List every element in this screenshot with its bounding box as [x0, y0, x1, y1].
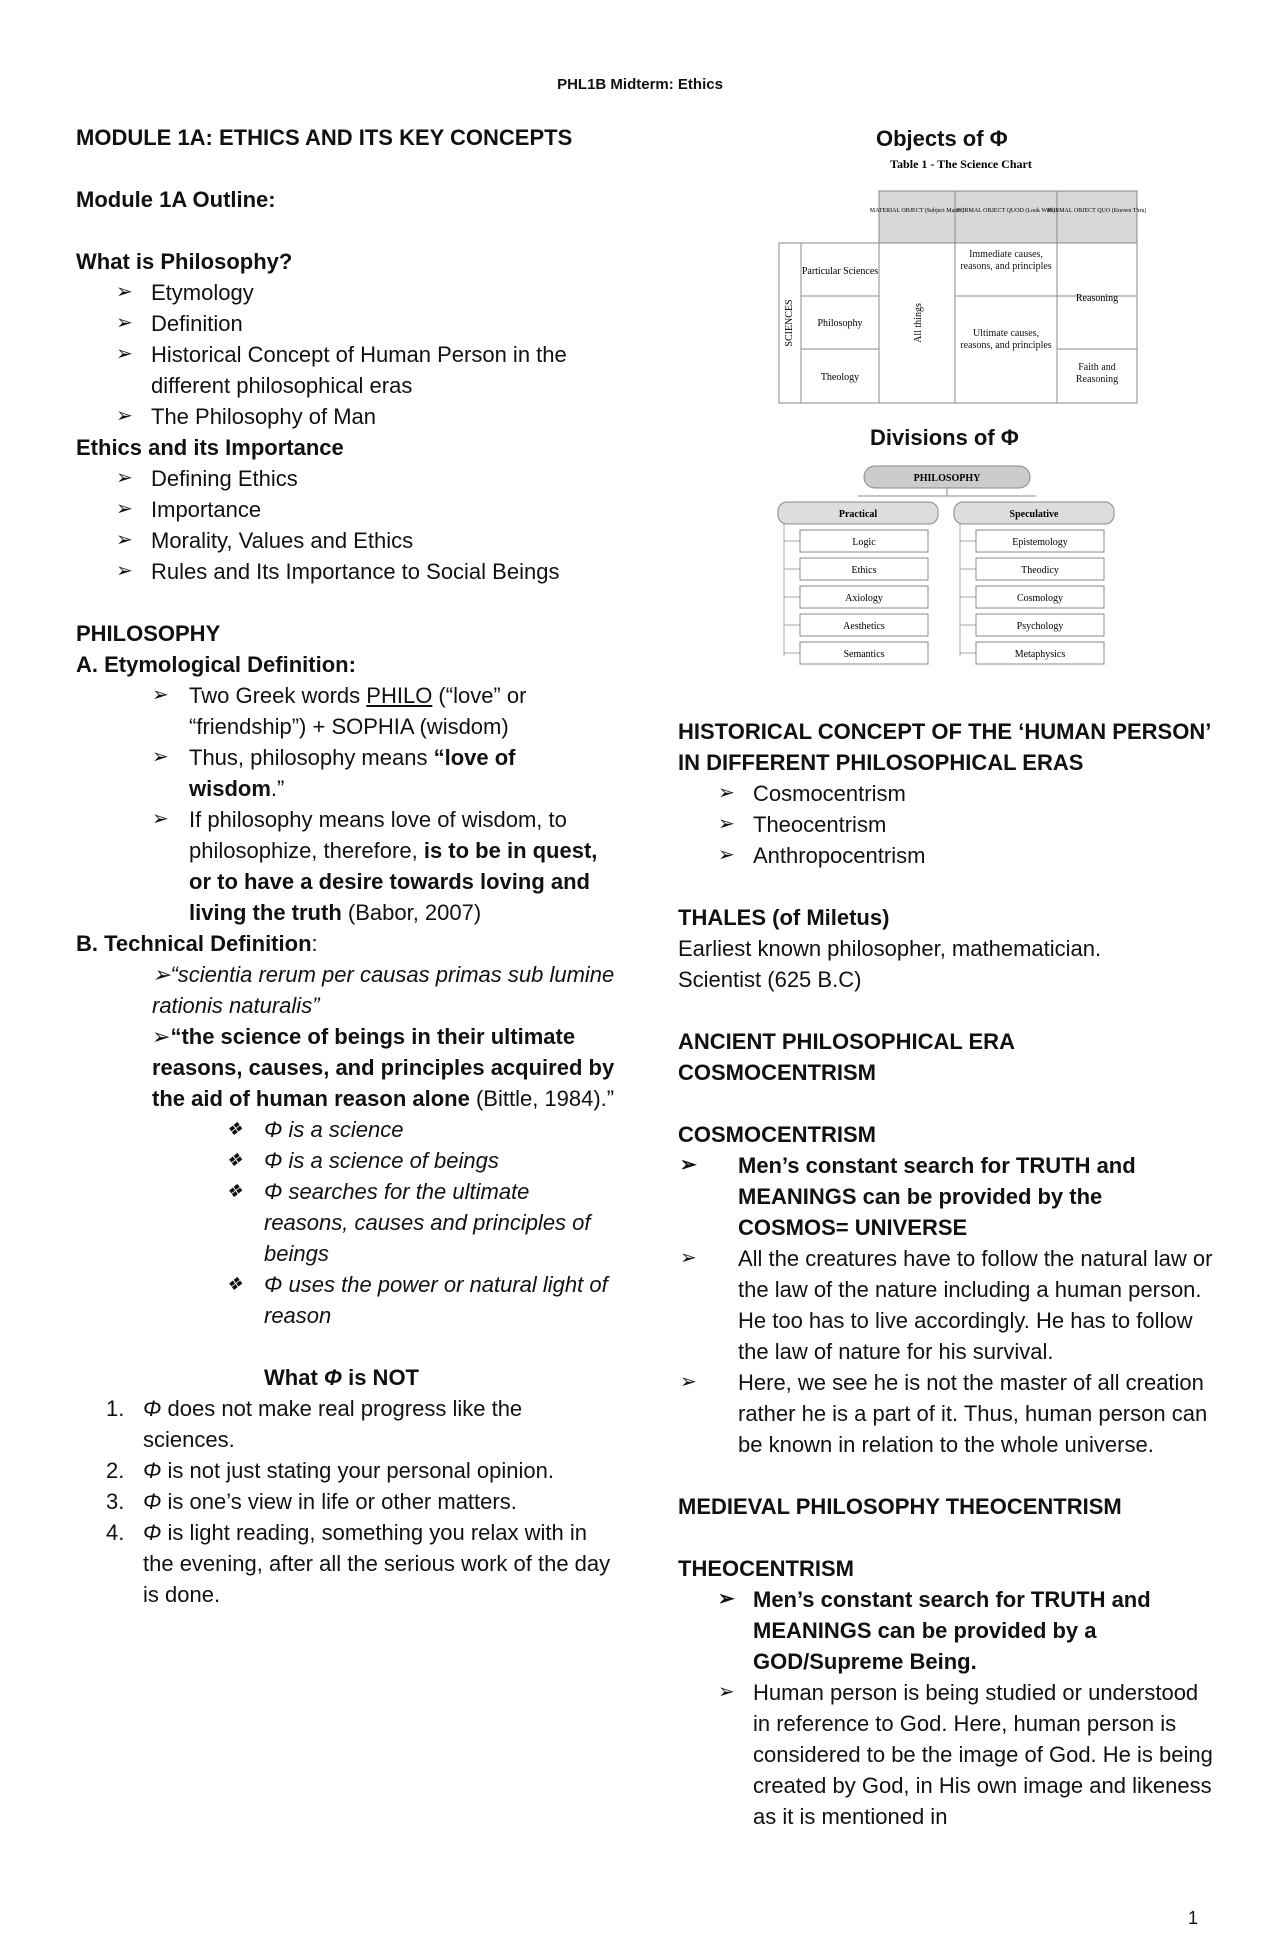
theocentrism-list [678, 1584, 1218, 1832]
etymological-heading: A. Etymological Definition: [76, 652, 356, 677]
list-item: ➢ Definition [76, 308, 616, 339]
list-item: ❖ Φ searches for the ultimate reasons, causes and principles of beings [76, 1176, 616, 1269]
root-node: PHILOSOPHY [913, 473, 981, 484]
list-item: ➢ Men’s constant search for TRUTH and MEANINGS can be provided by a GOD/Supreme Being. [678, 1584, 1218, 1677]
list-item: ➢ Theocentrism [678, 809, 1218, 840]
list-item: ➢ Anthropocentrism [678, 840, 1218, 871]
historical-heading: HISTORICAL CONCEPT OF THE ‘HUMAN PERSON’ IN DIFFERENT PHILOSOPHICAL ERAS [678, 719, 1211, 775]
thales-text: Earliest known philosopher, mathematician. Scientist (625 B.C) [678, 936, 1102, 992]
sciences-label: SCIENCES [784, 299, 795, 347]
speculative-node: Speculative [1009, 509, 1059, 520]
practical-leaf: Axiology [845, 593, 883, 604]
list-item: ➢ If philosophy means love of wisdom, to philosophize, therefore, is to be in quest, or to have a desire towards loving and living the truth (Babor, 2007) [76, 804, 616, 928]
ethics-importance-heading: Ethics and its Importance [76, 435, 344, 460]
ancient-era-heading: ANCIENT PHILOSOPHICAL ERA COSMOCENTRISM [678, 1029, 1015, 1085]
list-item: ➢ Importance [76, 494, 616, 525]
quo-reasoning: Reasoning [1075, 293, 1119, 304]
what-is-philosophy-heading: What is Philosophy? [76, 249, 293, 274]
list-item: ➢ Two Greek words PHILO (“love” or “friendship”) + SOPHIA (wisdom) [76, 680, 616, 742]
science-chart-table [776, 156, 1146, 406]
list-item: ➢ Here, we see he is not the master of all creation rather he is a part of it. Thus, human person can be known in relation to the whole universe. [678, 1367, 1218, 1460]
outline-list-2 [76, 463, 616, 587]
technical-heading: B. Technical Definition: [76, 931, 318, 956]
row-philosophy: Philosophy [817, 318, 863, 329]
list-item: ➢ Historical Concept of Human Person in the different philosophical eras [76, 339, 616, 401]
speculative-leaf: Epistemology [1012, 537, 1068, 548]
practical-node: Practical [838, 509, 878, 520]
quo-faith-reasoning: Faith and Reasoning [1075, 362, 1119, 385]
list-item: 2. Φ is not just stating your personal opinion. [106, 1458, 554, 1483]
what-phi-is-not-heading: What Φ is NOT [264, 1365, 419, 1390]
divisions-of-phi-title: Divisions of Φ [870, 425, 1019, 450]
technical-definition-latin: ➢“scientia rerum per causas primas sub lumine rationis naturalis” [152, 962, 615, 1018]
left-column [76, 122, 616, 1610]
row-particular-sciences: Particular Sciences [801, 266, 879, 277]
header-quo: FORMAL OBJECT QUO (Known Thru) [1047, 208, 1146, 214]
philosophy-heading: PHILOSOPHY [76, 621, 221, 646]
list-item: 1. Φ does not make real progress like the sciences. [106, 1396, 523, 1452]
all-things-label: All things [913, 303, 924, 343]
list-item: ➢ Morality, Values and Ethics [76, 525, 616, 556]
list-item: ❖ Φ uses the power or natural light of reason [76, 1269, 616, 1331]
list-item: ➢ Defining Ethics [76, 463, 616, 494]
practical-leaf: Ethics [851, 565, 877, 576]
list-item: ➢ Etymology [76, 277, 616, 308]
technical-points [76, 1114, 616, 1331]
row-theology: Theology [820, 372, 860, 383]
practical-leaf: Semantics [843, 649, 885, 660]
list-item: ➢ Human person is being studied or understood in reference to God. Here, human person is considered to be the image of God. He is being created by God, in His own image and likeness as it is mentioned in [678, 1677, 1218, 1832]
list-item: 4. Φ is light reading, something you relax with in the evening, after all the serious work of the day is done. [106, 1520, 611, 1607]
divisions-diagram [774, 462, 1124, 672]
practical-leaf: Logic [852, 537, 876, 548]
list-item: ➢ Cosmocentrism [678, 778, 1218, 809]
speculative-leaf: Metaphysics [1014, 649, 1066, 660]
list-item: ❖ Φ is a science [76, 1114, 616, 1145]
objects-of-phi-title: Objects of Φ [876, 126, 1008, 151]
outline-list-1 [76, 277, 616, 432]
header-material: MATERIAL OBJECT (Subject Matter) [869, 208, 965, 214]
etymology-list [76, 680, 616, 928]
page-number: 1 [1187, 1908, 1198, 1928]
list-item: ➢ The Philosophy of Man [76, 401, 616, 432]
list-item: ➢ Rules and Its Importance to Social Beings [76, 556, 616, 587]
speculative-leaf: Cosmology [1016, 593, 1064, 604]
list-item: ❖ Φ is a science of beings [76, 1145, 616, 1176]
historical-list [678, 778, 1218, 871]
medieval-era-heading: MEDIEVAL PHILOSOPHY THEOCENTRISM [678, 1494, 1122, 1519]
speculative-leaf: Theodicy [1021, 565, 1059, 576]
right-column [678, 716, 1218, 1832]
page-header: PHL1B Midterm: Ethics [557, 76, 723, 93]
cosmocentrism-list [678, 1150, 1218, 1460]
practical-leaf: Aesthetics [843, 621, 885, 632]
outline-title: Module 1A Outline: [76, 187, 276, 212]
cosmocentrism-heading: COSMOCENTRISM [678, 1122, 876, 1147]
technical-definition-english: ➢“the science of beings in their ultimate reasons, causes, and principles acquired by the aid of human reason alone (Bittle, 1984).” [152, 1024, 615, 1111]
list-item: 3. Φ is one’s view in life or other matters. [106, 1489, 517, 1514]
list-item: ➢ Thus, philosophy means “love of wisdom.” [76, 742, 616, 804]
module-title: MODULE 1A: ETHICS AND ITS KEY CONCEPTS [76, 125, 573, 150]
header-quod: FORMAL OBJECT QUOD (Look With) [956, 208, 1056, 214]
quod-immediate: Immediate causes, reasons, and principles [960, 249, 1052, 272]
speculative-leaf: Psychology [1016, 621, 1064, 632]
theocentrism-heading: THEOCENTRISM [678, 1556, 854, 1581]
what-phi-is-not-list [76, 1393, 616, 1610]
quod-ultimate: Ultimate causes, reasons, and principles [960, 328, 1052, 351]
list-item: ➢ All the creatures have to follow the natural law or the law of the nature including a human person. He too has to live accordingly. He has to follow the law of nature for his survival. [678, 1243, 1218, 1367]
table-caption: Table 1 - The Science Chart [890, 157, 1032, 171]
thales-heading: THALES (of Miletus) [678, 905, 890, 930]
list-item: ➢ Men’s constant search for TRUTH and MEANINGS can be provided by the COSMOS= UNIVERSE [678, 1150, 1218, 1243]
